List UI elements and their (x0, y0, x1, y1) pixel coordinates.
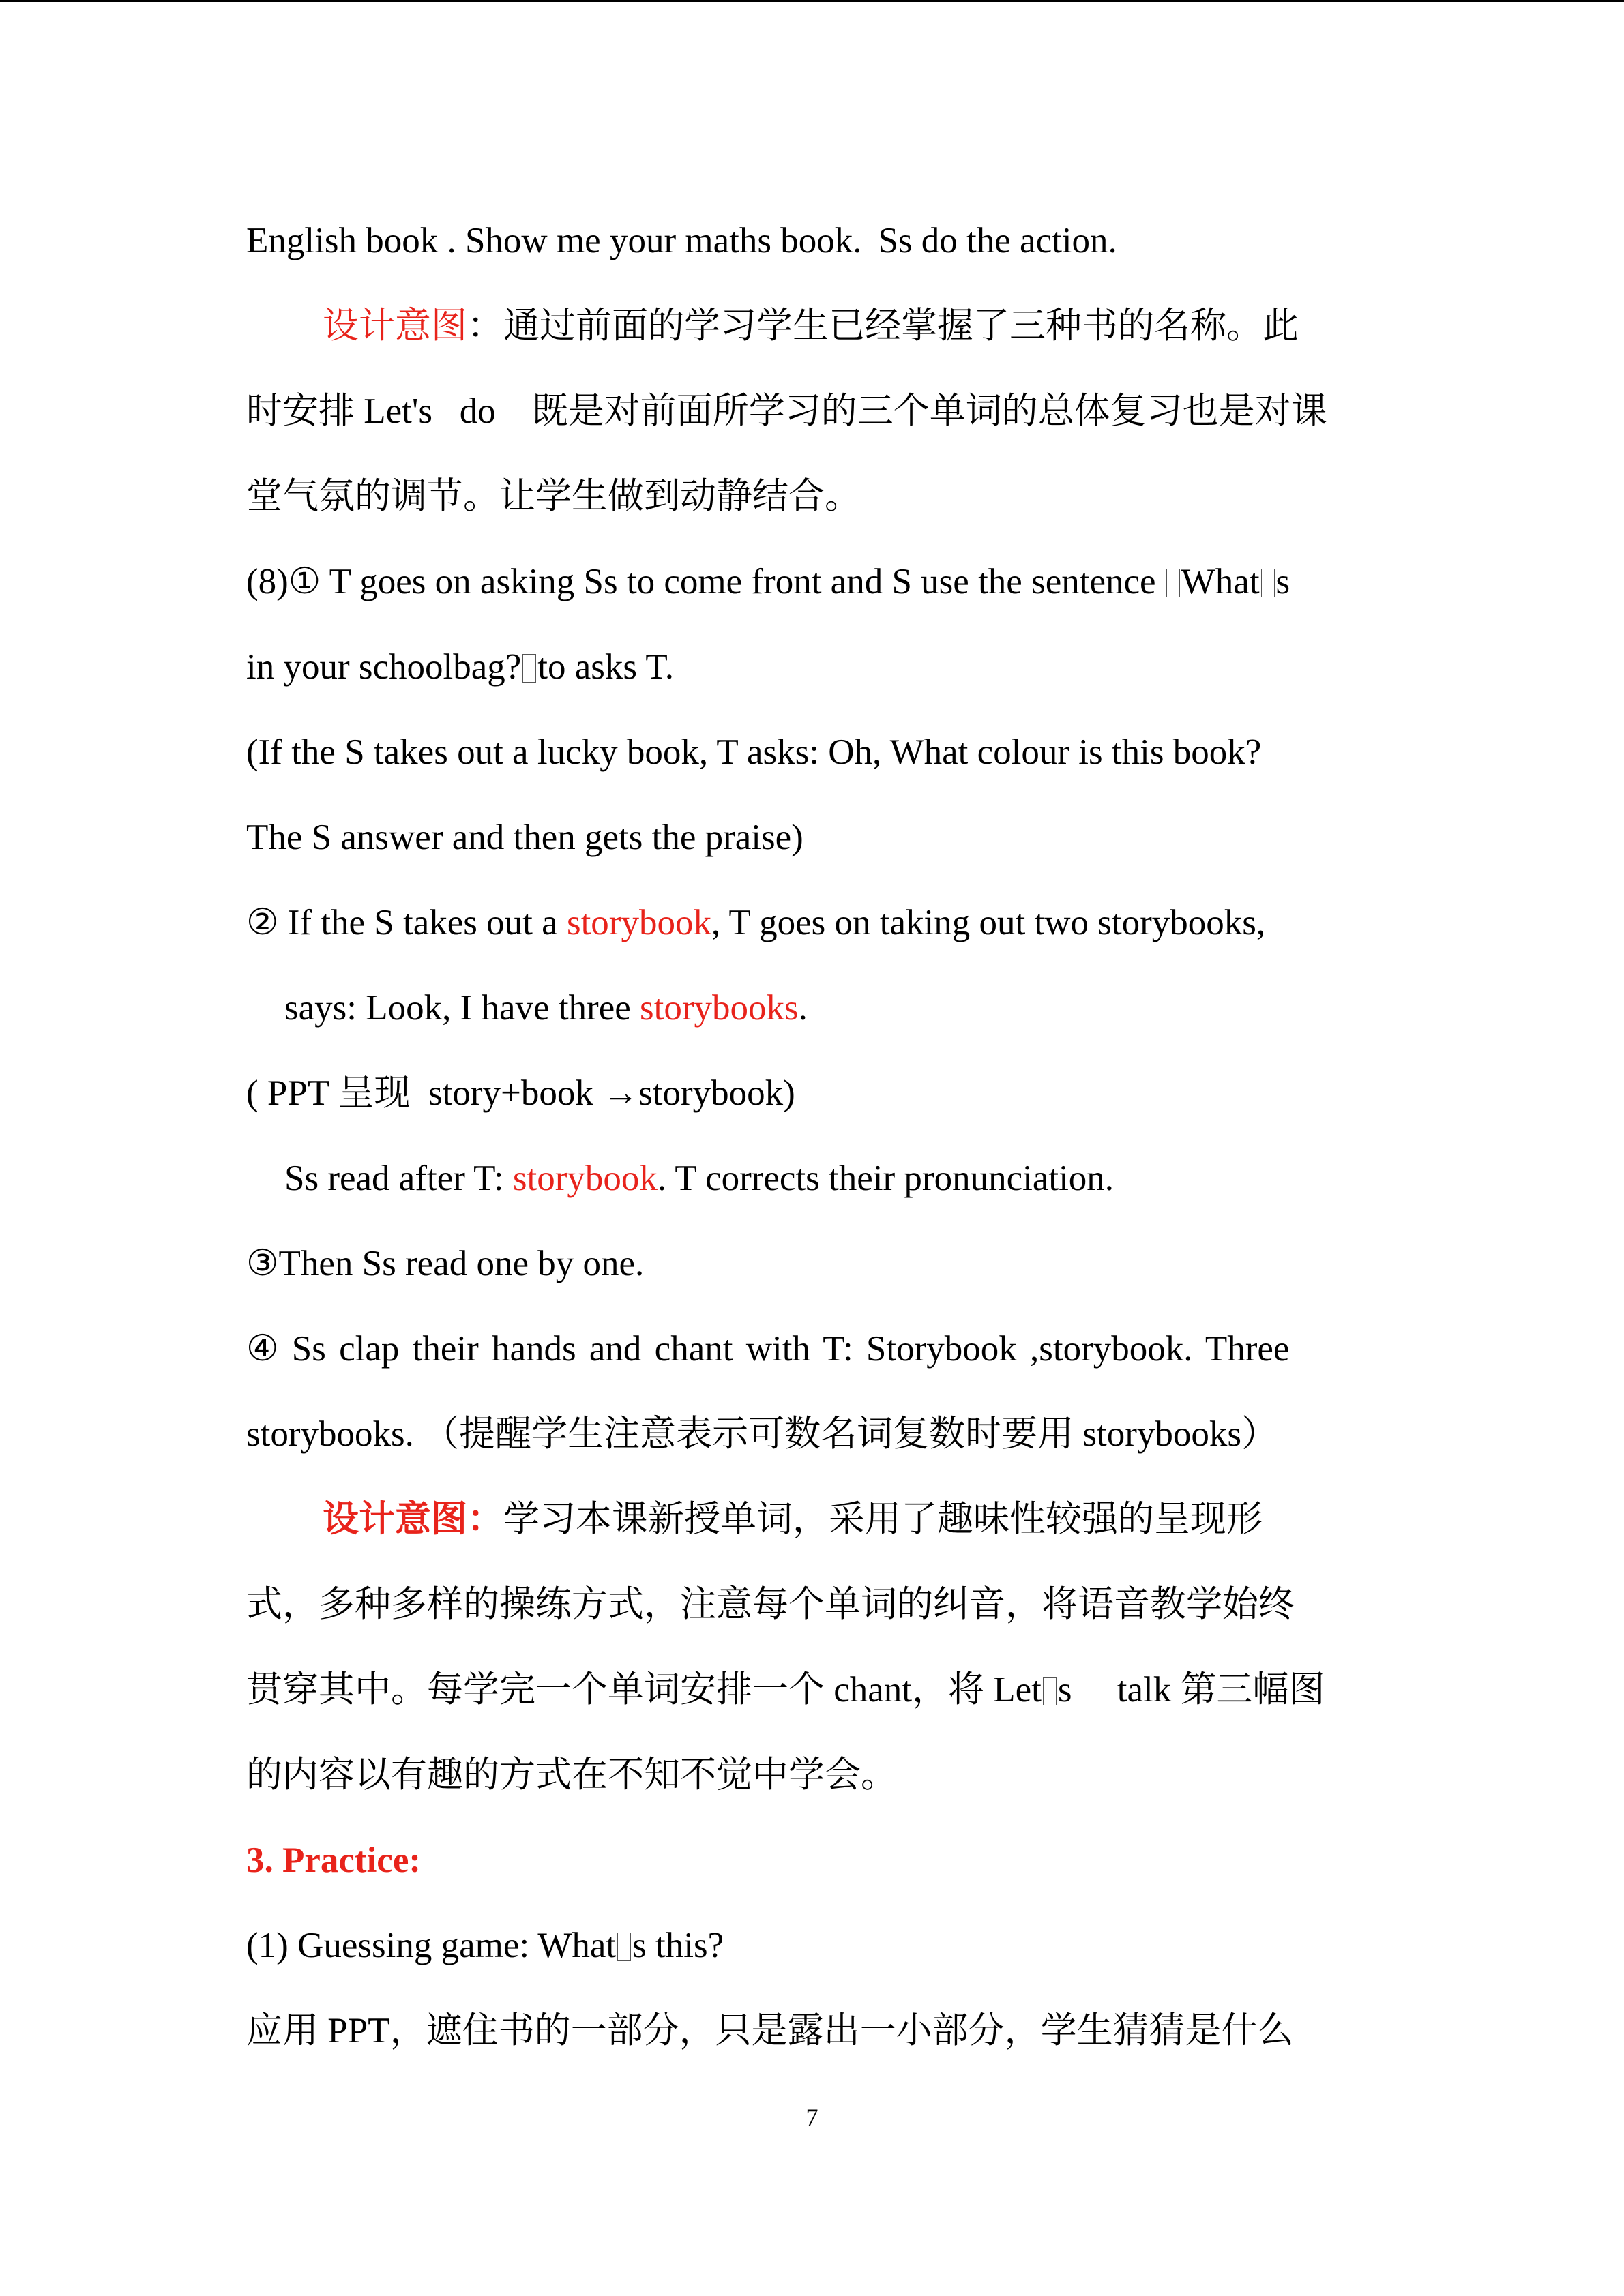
text-run: What (1181, 562, 1260, 601)
design-intent-line (246, 302, 1380, 350)
text-run: in your schoolbag? (246, 647, 522, 687)
text-line: ( PPT 呈现 story+book →storybook) (246, 1073, 795, 1113)
text-run: s (1275, 562, 1290, 601)
text-line: 式，多种多样的操练方式，注意每个单词的纠音，将语音教学始终 (246, 1585, 1295, 1624)
text-line (246, 217, 1380, 265)
missing-glyph-box (617, 1933, 631, 1961)
text-line (246, 899, 1380, 946)
text-line: storybooks. （提醒学生注意表示可数名词复数时要用 storybooks） (246, 1414, 1278, 1454)
highlighted-word: storybook (512, 1159, 658, 1198)
text-run: , T goes on taking out two storybooks, (711, 903, 1266, 942)
text-line: 时安排 Let's do 既是对前面所学习的三个单词的总体复习也是对课 (246, 391, 1327, 431)
missing-glyph-box (1043, 1677, 1057, 1705)
text-line: 应用 PPT，遮住书的一部分，只是露出一小部分，学生猜猜是什么 (246, 2011, 1294, 2051)
highlighted-word: storybook (566, 903, 711, 942)
text-line: The S answer and then gets the praise) (246, 818, 803, 857)
section-heading: 3. Practice: (246, 1840, 421, 1880)
text-run: s this? (632, 1926, 724, 1965)
design-intent-line (246, 1495, 1380, 1543)
text-run: 贯穿其中。每学完一个单词安排一个 chant，将 Let (246, 1670, 1042, 1710)
missing-glyph-box (1166, 569, 1180, 597)
text-line (246, 558, 1380, 606)
text-line (246, 984, 1380, 1032)
text-run: 学习本课新授单词，采用了趣味性较强的呈现形 (503, 1500, 1263, 1539)
page-number: 7 (806, 2104, 818, 2131)
text-run: ② If the S takes out a (246, 903, 567, 942)
text-line: ④ Ss clap their hands and chant with T: Storybook ,storybook. Three (246, 1329, 1290, 1369)
text-line (246, 1666, 1380, 1714)
text-run: (8)① T goes on asking Ss to come front and S use the sentence (246, 562, 1165, 601)
top-border-rule (0, 0, 1624, 2)
highlighted-word: storybooks (640, 988, 799, 1028)
text-line: ③Then Ss read one by one. (246, 1244, 645, 1283)
text-line: (If the S takes out a lucky book, T asks: Oh, What colour is this book? (246, 732, 1262, 772)
text-run: English book . Show me your maths book. (246, 221, 862, 260)
text-line: 的内容以有趣的方式在不知不觉中学会。 (246, 1755, 897, 1795)
design-intent-label: 设计意图 (323, 306, 467, 346)
text-line: 堂气氛的调节。让学生做到动静结合。 (246, 477, 861, 516)
missing-glyph-box (522, 654, 536, 683)
text-run: . (798, 988, 808, 1028)
text-run: Ss read after T: (284, 1159, 513, 1198)
missing-glyph-box (1261, 569, 1275, 597)
text-run: s talk 第三幅图 (1057, 1670, 1325, 1710)
design-intent-label: 设计意图： (323, 1500, 503, 1539)
text-run: says: Look, I have three (284, 988, 640, 1028)
text-run: Ss do the action. (878, 221, 1117, 260)
text-line (246, 1922, 1380, 1969)
text-run: (1) Guessing game: What (246, 1926, 617, 1965)
text-run: to asks T. (537, 647, 675, 687)
text-run: ：通过前面的学习学生已经掌握了三种书的名称。此 (467, 306, 1299, 346)
text-run: . T corrects their pronunciation. (657, 1159, 1114, 1198)
missing-glyph-box (863, 228, 876, 256)
text-line (246, 1154, 1380, 1202)
text-line (246, 643, 1380, 691)
